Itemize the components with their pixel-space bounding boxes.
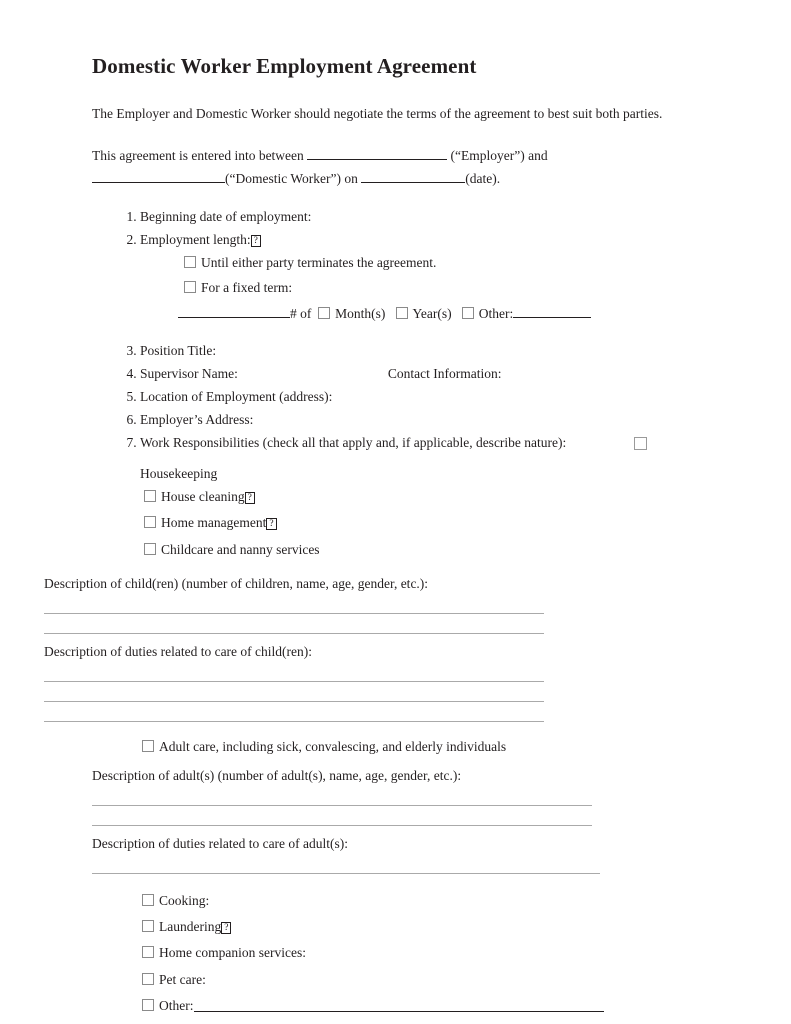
- option-childcare[interactable]: [144, 537, 719, 563]
- checkbox-house-cleaning[interactable]: [144, 490, 156, 502]
- other-responsibility-blank[interactable]: [194, 999, 604, 1012]
- adults-duties-label: Description of duties related to care of adult(s):: [92, 835, 349, 851]
- help-icon-house-cleaning[interactable]: ?: [245, 492, 255, 504]
- domestic-worker-name-blank[interactable]: [92, 169, 225, 183]
- house-cleaning-label: House cleaning: [161, 489, 245, 505]
- checkbox-fixed-term[interactable]: [184, 281, 196, 293]
- option-other-responsibility[interactable]: [142, 993, 719, 1019]
- employer-address-label: Employer’s Address:: [140, 411, 254, 427]
- children-duties-line-3[interactable]: [44, 721, 544, 722]
- supervisor-name-label: Supervisor Name:: [140, 365, 238, 381]
- children-description-label: Description of child(ren) (number of children, name, age, gender, etc.):: [44, 575, 429, 591]
- option-pet-care[interactable]: [142, 967, 719, 993]
- home-management-label: Home management: [161, 515, 267, 531]
- checkbox-home-companion[interactable]: [142, 946, 154, 958]
- term-other-label: Other:: [478, 306, 514, 321]
- option-until-terminated[interactable]: [184, 250, 719, 276]
- checkbox-laundering[interactable]: [142, 920, 154, 932]
- employer-name-blank[interactable]: [307, 146, 447, 160]
- checkbox-until-terminated[interactable]: [184, 256, 196, 268]
- checkbox-cooking[interactable]: [142, 894, 154, 906]
- children-duties-label: Description of duties related to care of child(ren):: [44, 643, 313, 659]
- adults-description-section: [92, 767, 719, 874]
- location-label: Location of Employment (address):: [140, 388, 333, 404]
- other-responsibility-label: Other:: [159, 998, 194, 1014]
- checkbox-pet-care[interactable]: [142, 973, 154, 985]
- term-other-blank[interactable]: [513, 304, 591, 318]
- beginning-date-label: Beginning date of employment:: [140, 209, 312, 225]
- term-number-blank[interactable]: [178, 304, 290, 318]
- adult-care-label: Adult care, including sick, convalescing, and elderly individuals: [159, 738, 507, 754]
- remaining-responsibility-options: [142, 888, 719, 1020]
- checkbox-years[interactable]: [396, 307, 408, 319]
- checkbox-months[interactable]: [318, 307, 330, 319]
- option-adult-care[interactable]: [142, 734, 719, 760]
- children-duties-line-1[interactable]: [44, 681, 544, 682]
- help-icon-work-responsibilities[interactable]: [634, 437, 647, 450]
- housekeeping-heading: Housekeeping: [140, 466, 218, 482]
- position-title-label: Position Title:: [140, 342, 217, 358]
- hash-of-label: # of: [290, 306, 312, 321]
- checkbox-childcare[interactable]: [144, 543, 156, 555]
- adults-description-line-1[interactable]: [92, 805, 592, 806]
- agreement-text-4: (date).: [465, 171, 501, 187]
- page-title: Domestic Worker Employment Agreement: [92, 54, 477, 78]
- checkbox-home-management[interactable]: [144, 516, 156, 528]
- adults-description-label: Description of adult(s) (number of adult(s), name, age, gender, etc.):: [92, 768, 462, 784]
- children-description-line-1[interactable]: [44, 613, 544, 614]
- option-until-terminated-label: Until either party terminates the agreement.: [201, 254, 437, 270]
- option-cooking[interactable]: [142, 888, 719, 914]
- help-icon-home-management[interactable]: ?: [266, 518, 276, 530]
- agreement-text-1: This agreement is entered into between: [92, 148, 304, 164]
- option-home-companion[interactable]: [142, 940, 719, 966]
- list-item-beginning-date: [140, 207, 719, 227]
- agreement-parties-line: [92, 145, 719, 191]
- responsibility-options: [144, 484, 719, 563]
- years-label: Year(s): [412, 306, 452, 321]
- help-icon-laundering[interactable]: ?: [221, 922, 231, 934]
- childcare-label: Childcare and nanny services: [161, 541, 320, 557]
- agreement-text-2: (“Employer”) and: [450, 148, 548, 164]
- children-description-section: [44, 575, 719, 722]
- agreement-date-blank[interactable]: [361, 169, 465, 183]
- months-label: Month(s): [335, 306, 386, 321]
- home-companion-label: Home companion services:: [159, 945, 306, 961]
- pet-care-label: Pet care:: [159, 971, 206, 987]
- list-item-supervisor-name: [140, 364, 719, 384]
- fixed-term-duration-row: [178, 301, 719, 327]
- agreement-text-3: (“Domestic Worker”) on: [225, 171, 358, 187]
- adults-duties-line-1[interactable]: [92, 873, 600, 874]
- cooking-label: Cooking:: [159, 892, 210, 908]
- employment-length-label: Employment length:: [140, 232, 251, 248]
- list-item-employer-address: [140, 410, 719, 430]
- checkbox-adult-care[interactable]: [142, 740, 154, 752]
- checkbox-other-responsibility[interactable]: [142, 999, 154, 1011]
- work-responsibilities-label: Work Responsibilities (check all that apply and, if applicable, describe nature):: [140, 434, 567, 450]
- option-fixed-term-label: For a fixed term:: [201, 280, 293, 296]
- option-home-management[interactable]: [144, 510, 719, 536]
- list-item-work-responsibilities: [140, 433, 719, 563]
- option-laundering[interactable]: [142, 914, 719, 940]
- employment-length-options: [184, 250, 719, 327]
- intro-paragraph: The Employer and Domestic Worker should negotiate the terms of the agreement to best suit both parties.: [92, 106, 663, 121]
- option-house-cleaning[interactable]: [144, 484, 719, 510]
- list-item-employment-length: [140, 230, 719, 326]
- children-duties-line-2[interactable]: [44, 701, 544, 702]
- laundering-label: Laundering: [159, 919, 222, 935]
- list-item-location: [140, 387, 719, 407]
- checkbox-term-other[interactable]: [462, 307, 474, 319]
- children-description-line-2[interactable]: [44, 633, 544, 634]
- contact-information-label: Contact Information:: [387, 365, 502, 381]
- agreement-terms-list: [92, 207, 719, 563]
- list-item-position-title: [140, 341, 719, 361]
- help-icon-employment-length[interactable]: ?: [251, 235, 261, 247]
- option-fixed-term[interactable]: [184, 275, 719, 301]
- adults-description-line-2[interactable]: [92, 825, 592, 826]
